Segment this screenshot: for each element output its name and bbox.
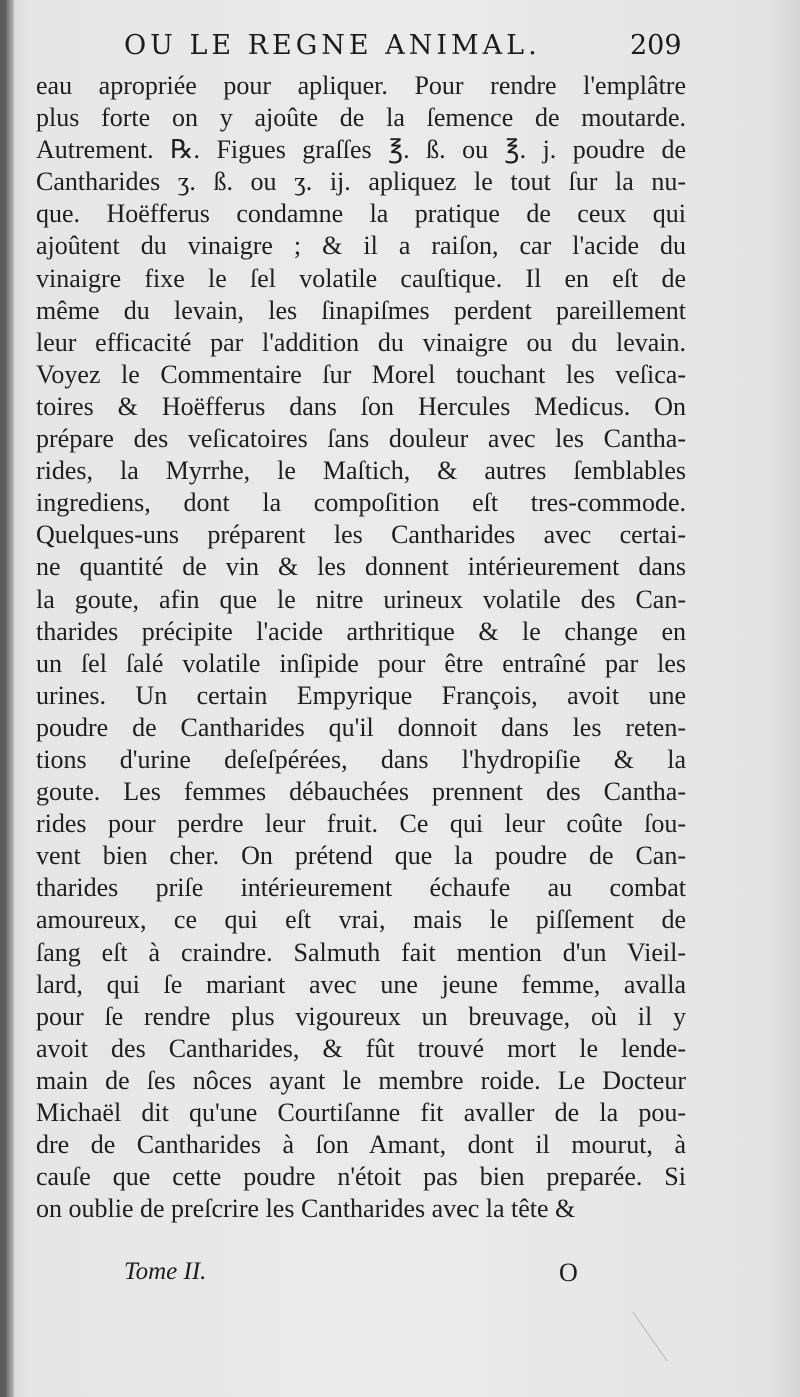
text-line: ſang eſt à craindre. Salmuth fait mention d'un Vieil-: [36, 937, 686, 967]
text-line: Voyez le Commentaire ſur Morel touchant les veſica-: [36, 359, 686, 389]
text-line: on oublie de preſcrire les Cantharides avec la tête &: [36, 1194, 576, 1224]
text-line: la goute, afin que le nitre urineux volatile des Can-: [36, 584, 686, 614]
text-line: vent bien cher. On prétend que la poudre de Can-: [36, 841, 686, 871]
text-line: plus forte on y ajoûte de la ſemence de moutarde.: [36, 103, 686, 133]
text-line: prépare des veſicatoires ſans douleur avec les Cantha-: [36, 424, 686, 454]
running-title: OU LE REGNE ANIMAL.: [124, 30, 541, 61]
text-line: avoit des Cantharides, & fût trouvé mort le lende-: [36, 1033, 686, 1063]
text-line: urines. Un certain Empyrique François, avoit une: [36, 680, 686, 710]
text-line: toires & Hoëfferus dans ſon Hercules Medicus. On: [36, 391, 686, 421]
body-text: [36, 70, 686, 1225]
text-line: Michaël dit qu'une Courtiſanne fit avaller de la pou-: [36, 1098, 686, 1127]
text-line: cauſe que cette poudre n'étoit pas bien preparée. Si: [36, 1162, 686, 1192]
text-line: rides pour perdre leur fruit. Ce qui leur coûte ſou-: [36, 809, 686, 839]
text-line: que. Hoëfferus condamne la pratique de ceux qui: [36, 199, 686, 229]
volume-signature: Tome II.: [124, 1258, 207, 1285]
text-line: leur efficacité par l'addition du vinaigre ou du levain.: [36, 327, 686, 357]
text-line: ingrediens, dont la compoſition eſt tres-commode.: [36, 488, 686, 518]
text-line: amoureux, ce qui eſt vrai, mais le piſſement de: [36, 905, 686, 935]
text-line: poudre de Cantharides qu'il donnoit dans les reten-: [36, 712, 686, 742]
text-line: un ſel ſalé volatile inſipide pour être entraîné par les: [36, 648, 686, 678]
running-head: [6, 30, 800, 70]
text-line: ajoûtent du vinaigre ; & il a raiſon, car l'acide du: [36, 231, 686, 261]
text-line: main de ſes nôces ayant le membre roide. Le Docteur: [36, 1065, 686, 1095]
text-line: tions d'urine deſeſpérées, dans l'hydropiſie & la: [36, 744, 686, 774]
text-line: Quelques-uns préparent les Cantharides avec certai-: [36, 520, 686, 550]
paper-crease: [632, 1312, 667, 1362]
text-line: Cantharides ʒ. ß. ou ʒ. ij. apliquez le tout ſur la nu-: [36, 167, 686, 197]
text-line: pour ſe rendre plus vigoureux un breuvage, où il y: [36, 1001, 686, 1031]
text-line: lard, qui ſe mariant avec une jeune femme, avalla: [36, 969, 686, 999]
page-number: 209: [630, 30, 682, 61]
book-page: [6, 0, 800, 1397]
text-line: tharides priſe intérieurement échaufe au combat: [36, 873, 686, 903]
text-line: rides, la Myrrhe, le Maſtich, & autres ſemblables: [36, 456, 686, 486]
text-line: vinaigre fixe le ſel volatile cauſtique. Il en eſt de: [36, 263, 686, 293]
text-line: tharides précipite l'acide arthritique & le change en: [36, 616, 686, 646]
page-footer: [6, 1258, 800, 1298]
text-line: eau apropriée pour apliquer. Pour rendre l'emplâtre: [36, 71, 686, 100]
text-line: ne quantité de vin & les donnent intérieurement dans: [36, 552, 686, 582]
text-line: goute. Les femmes débauchées prennent des Cantha-: [36, 777, 686, 807]
page-gutter-shadow: [6, 0, 14, 1397]
text-line: dre de Cantharides à ſon Amant, dont il mourut, à: [36, 1130, 686, 1160]
text-line: même du levain, les ſinapiſmes perdent pareillement: [36, 295, 686, 325]
text-line: Autrement. ℞. Figues graſſes ℥. ß. ou ℥. j. poudre de: [36, 135, 686, 165]
signature-mark: O: [559, 1258, 578, 1287]
